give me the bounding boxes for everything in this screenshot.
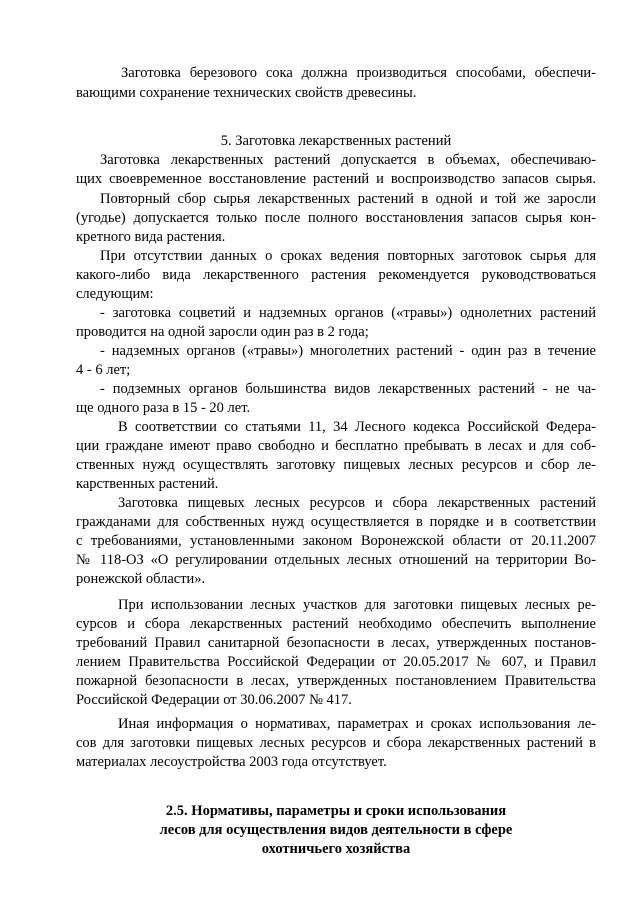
text-line: сурсов и сбора лекарственных растений необходимо обеспечить выполнение — [76, 616, 596, 632]
text-line: ственных нужд осуществлять заготовку пищевых лесных ресурсов и сбор ле- — [76, 457, 596, 473]
text-line: (угодье) допускается только после полного восстановления запасов сырья кон- — [76, 210, 596, 226]
text-line: - заготовка соцветий и надземных органов («травы») однолетних растений — [100, 305, 596, 321]
text-line: проводится на одной заросли один раз в 2 года; — [76, 324, 369, 340]
text-line: - надземных органов («травы») многолетних растений - один раз в течение — [100, 343, 596, 359]
section-heading-line: лесов для осуществления видов деятельности в сфере — [159, 822, 513, 838]
section-heading-line: охотничьего хозяйства — [261, 841, 411, 857]
text-line: материалах лесоустройства 2003 года отсутствует. — [76, 754, 387, 770]
text-line: При использовании лесных участков для заготовки пищевых лесных ре- — [118, 597, 596, 613]
text-line: № 118-ОЗ «О регулировании отдельных лесных отношений на территории Во- — [76, 552, 596, 568]
text-line: лением Правительства Российской Федерации от 20.05.2017 № 607, и Правил — [76, 654, 596, 670]
text-line: кретного вида растения. — [76, 229, 226, 245]
text-line: пожарной безопасности в лесах, утвержденных постановлением Правительства — [76, 673, 596, 689]
text-line: Иная информация о нормативах, параметрах и сроках использования ле- — [118, 716, 596, 732]
text-line: В соответствии со статьями 11, 34 Лесного кодекса Российской Федера- — [118, 419, 596, 435]
text-line: Повторный сбор сырья лекарственных растений в одной и той же заросли — [100, 191, 596, 207]
text-line: какого-либо вида лекарственного растения рекомендуется руководствоваться — [76, 267, 596, 283]
text-line: вающими сохранение технических свойств древесины. — [76, 85, 417, 101]
text-line: с требованиями, установленными законом Воронежской области от 20.11.2007 — [76, 533, 596, 549]
text-line: щих своевременное восстановление растений и воспроизводство запасов сырья. — [76, 171, 596, 187]
text-line: - подземных органов большинства видов лекарственных растений - не ча- — [100, 381, 596, 397]
text-line: Заготовка пищевых лесных ресурсов и сбора лекарственных растений — [118, 495, 596, 511]
text-line: требований Правил санитарной безопасности в лесах, утвержденных постанов- — [76, 635, 596, 651]
text-line: карственных растений. — [76, 476, 219, 492]
text-line: Заготовка березового сока должна производиться способами, обеспечи- — [121, 65, 596, 81]
text-line: гражданами для собственных нужд осуществляется в порядке и в соответствии — [76, 514, 596, 530]
text-line: При отсутствии данных о сроках ведения повторных заготовок сырья для — [100, 248, 596, 264]
text-line: 4 - 6 лет; — [76, 362, 131, 378]
text-line: Российской Федерации от 30.06.2007 № 417. — [76, 692, 352, 708]
text-line: ции граждане имеют право свободно и бесплатно пребывать в лесах и для соб- — [76, 438, 596, 454]
section-subheading: 5. Заготовка лекарственных растений — [220, 133, 452, 149]
text-line: сов для заготовки пищевых лесных ресурсов и сбора лекарственных растений в — [76, 735, 596, 751]
text-line: ще одного раза в 15 - 20 лет. — [76, 400, 251, 416]
text-line: следующим: — [76, 286, 154, 302]
text-line: ронежской области». — [76, 571, 206, 587]
text-line: Заготовка лекарственных растений допускается в объемах, обеспечиваю- — [100, 152, 596, 168]
section-heading-line: 2.5. Нормативы, параметры и сроки использования — [165, 803, 507, 819]
